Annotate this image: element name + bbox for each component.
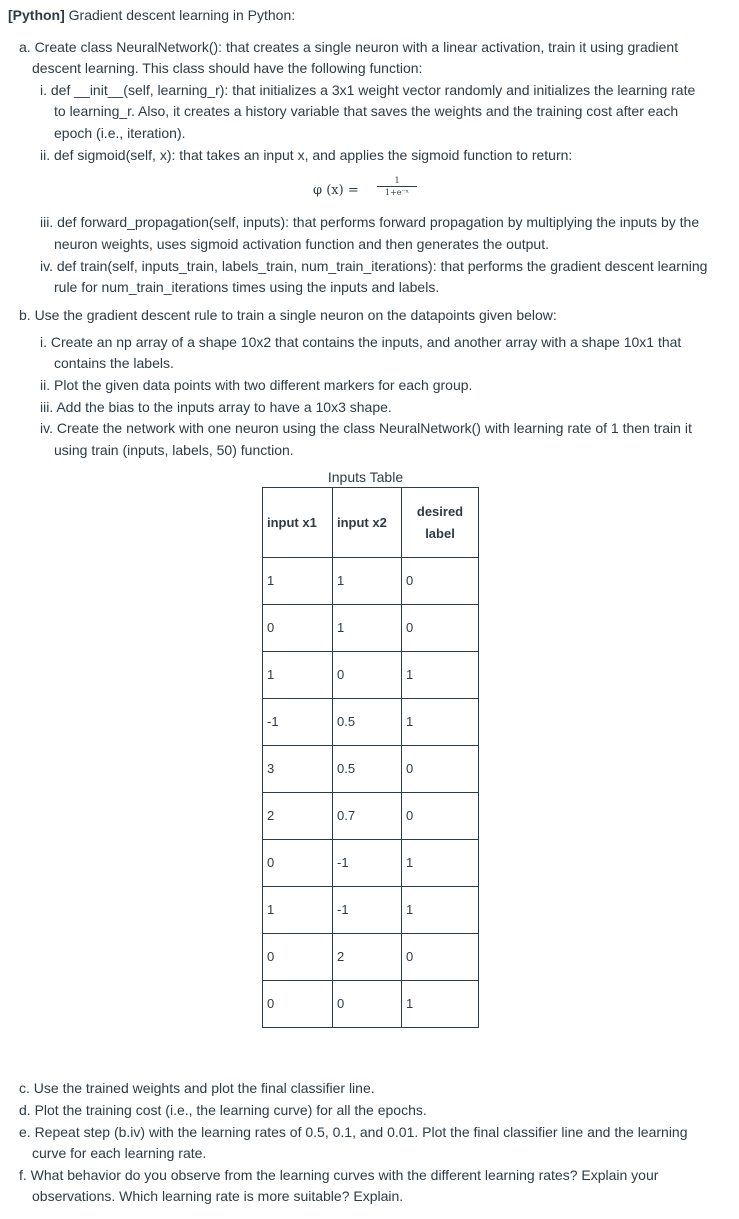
cell-x1: -1 — [263, 699, 333, 746]
part-b-iv-line-1: iv. Create the network with one neuron using the class NeuralNetwork() with learning rate of 1 then train it — [40, 420, 692, 436]
fraction-bar — [377, 186, 417, 187]
table-row — [263, 840, 479, 887]
table-row — [263, 652, 479, 699]
part-a-iii-line-2: neuron weights, uses sigmoid activation function and then generates the output. — [54, 236, 549, 252]
table-row — [263, 887, 479, 934]
title-text: Gradient descent learning in Python: — [68, 7, 296, 23]
header-input-x2: input x2 — [333, 488, 402, 558]
part-b-line-1: b. Use the gradient descent rule to train a single neuron on the datapoints given below: — [19, 307, 557, 323]
question-title — [8, 5, 295, 27]
table-row — [263, 558, 479, 605]
table-row — [263, 699, 479, 746]
cell-x1: 0 — [263, 981, 333, 1028]
header-desired-label — [402, 488, 479, 558]
cell-x1: 3 — [263, 746, 333, 793]
part-a-iii-line-1: iii. def forward_propagation(self, inputs): that performs forward propagation by multiplying the inputs by the — [40, 214, 700, 230]
header-desired: desired — [416, 503, 464, 519]
table-row — [263, 981, 479, 1028]
cell-label: 1 — [402, 981, 479, 1028]
formula-numerator: 1 — [394, 176, 400, 185]
table-header-row — [263, 488, 479, 558]
cell-x1: 1 — [263, 652, 333, 699]
cell-x2: 1 — [333, 558, 402, 605]
cell-x1: 1 — [263, 558, 333, 605]
table-row — [263, 746, 479, 793]
table-row — [263, 793, 479, 840]
cell-label: 0 — [402, 746, 479, 793]
part-a-iv-line-2: rule for num_train_iterations times using the inputs and labels. — [54, 279, 440, 295]
cell-label: 1 — [402, 699, 479, 746]
cell-x2: 0.5 — [333, 746, 402, 793]
cell-x2: 1 — [333, 605, 402, 652]
part-b-iv-line-2: using train (inputs, labels, 50) function. — [54, 442, 294, 458]
part-b-iii-line-1: iii. Add the bias to the inputs array to have a 10x3 shape. — [40, 399, 392, 415]
inputs-table — [262, 487, 479, 1028]
formula-denominator: 1+e⁻ˣ — [384, 188, 410, 197]
cell-x2: 0 — [333, 652, 402, 699]
cell-label: 0 — [402, 605, 479, 652]
language-tag: [Python] — [8, 7, 65, 23]
part-b-i-line-1: i. Create an np array of a shape 10x2 that contains the inputs, and another array with a shape 10x1 that — [40, 334, 682, 350]
part-f-line-1: f. What behavior do you observe from the learning curves with the different learning rates? Explain your — [19, 1167, 659, 1183]
part-f-line-2: observations. Which learning rate is more suitable? Explain. — [32, 1188, 404, 1204]
part-a-line-1: a. Create class NeuralNetwork(): that creates a single neuron with a linear activation, train it using gradient — [19, 39, 679, 55]
table-caption: Inputs Table — [327, 469, 404, 485]
header-input-x1: input x1 — [263, 488, 333, 558]
cell-x1: 0 — [263, 934, 333, 981]
cell-x2: 0 — [333, 981, 402, 1028]
cell-x2: 2 — [333, 934, 402, 981]
cell-label: 1 — [402, 840, 479, 887]
part-a-ii-line-1: ii. def sigmoid(self, x): that takes an input x, and applies the sigmoid function to return: — [40, 147, 573, 163]
part-e-line-2: curve for each learning rate. — [32, 1145, 207, 1161]
cell-label: 1 — [402, 887, 479, 934]
cell-x2: 0.7 — [333, 793, 402, 840]
formula-fraction — [377, 176, 417, 197]
header-label: label — [425, 525, 455, 541]
part-d-line-1: d. Plot the training cost (i.e., the learning curve) for all the epochs. — [19, 1102, 427, 1118]
cell-x2: 0.5 — [333, 699, 402, 746]
table-row — [263, 605, 479, 652]
part-a-i-line-2: to learning_r. Also, it creates a history variable that saves the weights and the training cost after each — [54, 103, 679, 119]
cell-x1: 0 — [263, 840, 333, 887]
cell-label: 1 — [402, 652, 479, 699]
formula-lhs: φ (x) = — [313, 183, 359, 198]
part-b-ii-line-1: ii. Plot the given data points with two different markers for each group. — [40, 377, 473, 393]
part-a-i-line-3: epoch (i.e., iteration). — [54, 125, 186, 141]
cell-label: 0 — [402, 793, 479, 840]
table-row — [263, 934, 479, 981]
part-e-line-1: e. Repeat step (b.iv) with the learning rates of 0.5, 0.1, and 0.01. Plot the final classifier line and the learning — [19, 1124, 688, 1140]
cell-x2: -1 — [333, 840, 402, 887]
part-b-i-line-2: contains the labels. — [54, 355, 174, 371]
cell-x1: 2 — [263, 793, 333, 840]
part-a-i-line-1: i. def __init__(self, learning_r): that initializes a 3x1 weight vector randomly and initializes the learning rate — [40, 82, 696, 98]
cell-x2: -1 — [333, 887, 402, 934]
part-c-line-1: c. Use the trained weights and plot the final classifier line. — [19, 1080, 375, 1096]
part-a-iv-line-1: iv. def train(self, inputs_train, labels_train, num_train_iterations): that performs the gradient descent learning — [40, 258, 708, 274]
cell-label: 0 — [402, 558, 479, 605]
part-a-line-2: descent learning. This class should have the following function: — [32, 60, 423, 76]
cell-x1: 1 — [263, 887, 333, 934]
cell-x1: 0 — [263, 605, 333, 652]
cell-label: 0 — [402, 934, 479, 981]
